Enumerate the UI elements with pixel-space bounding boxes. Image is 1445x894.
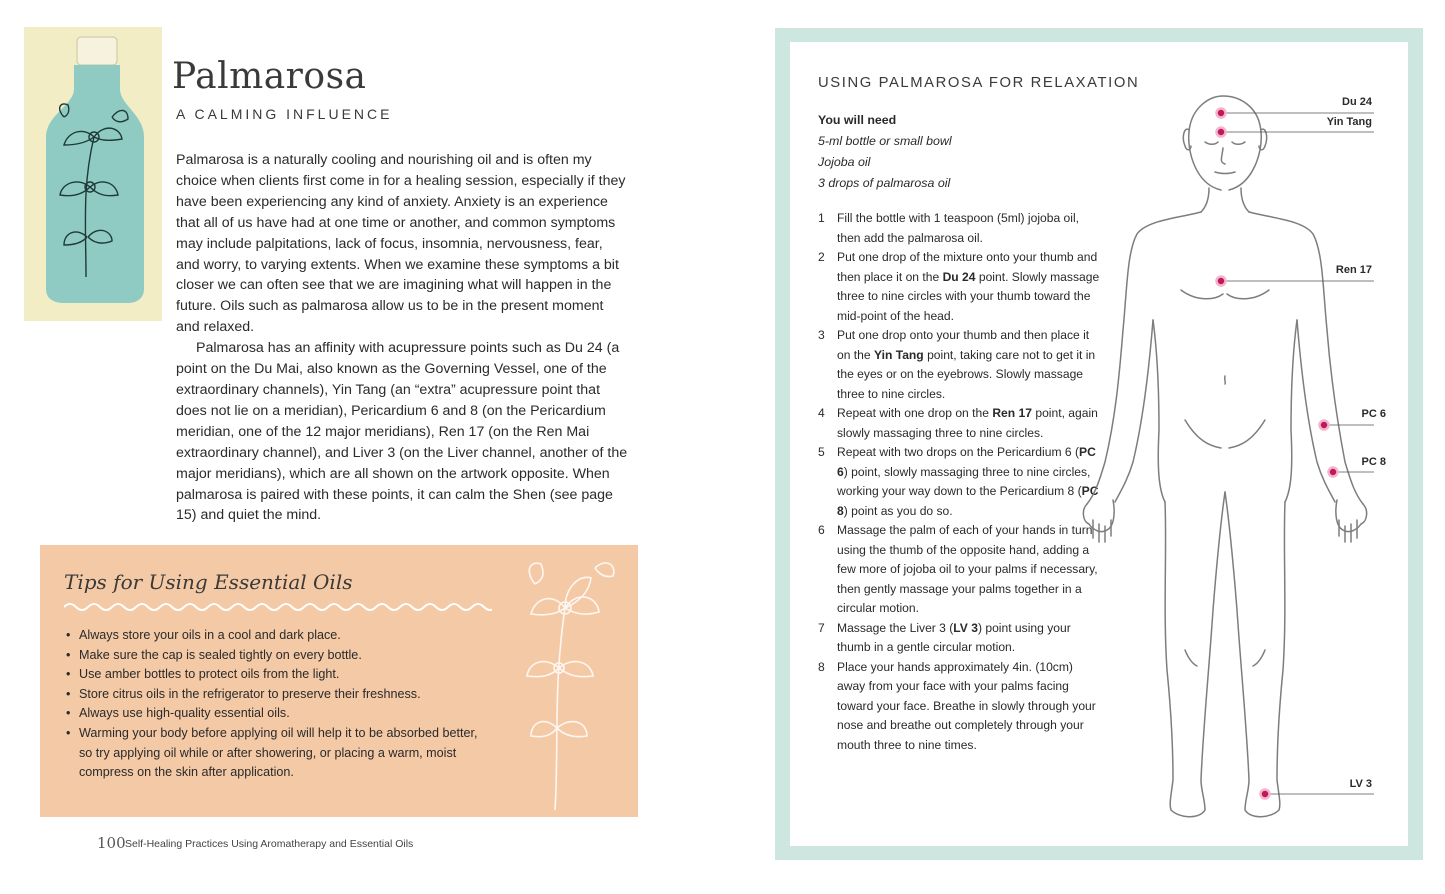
step-item (818, 658, 1100, 756)
step-item (818, 404, 1100, 443)
step-item (818, 521, 1100, 619)
step-text: Massage the Liver 3 ( (837, 620, 954, 635)
step-item (818, 209, 1100, 248)
step-text: point, taking care not to get it in the eyes or on the eyebrows. Slowly massage three to nine circles. (837, 347, 1096, 401)
flower-outline-illustration (495, 548, 635, 816)
step-text: Repeat with two drops on the Pericardium 6 ( (837, 445, 1079, 459)
step-number: 6 (818, 523, 825, 537)
you-will-need (818, 110, 952, 194)
need-item: 5-ml bottle or small bowl (818, 134, 952, 148)
you-will-need-label: You will need (818, 113, 897, 127)
tip-item: • Warming your body before applying oil will help it to be absorbed better, so try applying oil while or after showering, or placing a warm, moist compress on the skin after application. (64, 724, 494, 783)
step-text: Repeat with one drop on the (837, 406, 993, 420)
step-number: 8 (818, 659, 825, 674)
step-text: point, again slowly massaging three to nine circles. (837, 406, 1098, 440)
point-reference: LV 3 (953, 620, 978, 635)
step-item (818, 443, 1100, 521)
step-number: 4 (818, 406, 825, 420)
wave-divider (64, 600, 492, 614)
step-text: Massage the palm of each of your hands in turn using the thumb of the opposite hand, adding a few more of jojoba oil to your palms if necessary, then gently massage your palms together in a circular motion. (837, 523, 1098, 615)
step-item (818, 619, 1100, 658)
step-number: 2 (818, 250, 825, 264)
label-pc6: PC 6 (1361, 408, 1386, 420)
point-reference: PC 6 (837, 445, 1096, 479)
step-text: Place your hands approximately 4in. (10cm) away from your face with your palms facing toward your face. Breathe in slowly through your nose and breathe out completely through your mouth three to nine times. (837, 659, 1096, 752)
step-text: Put one drop onto your thumb and then place it on the (837, 328, 1090, 362)
step-text: ) point as you do so. (843, 503, 953, 518)
step-item (818, 326, 1100, 404)
point-reference: Ren 17 (992, 406, 1032, 420)
step-number: 7 (818, 620, 825, 635)
point-yin-tang (1217, 128, 1226, 137)
step-number: 5 (818, 445, 825, 459)
point-du24 (1217, 109, 1226, 118)
tips-title: Tips for Using Essential Oils (64, 570, 353, 594)
label-lv3: LV 3 (1349, 778, 1372, 790)
step-text: ) point, slowly massaging three to nine circles, working your way down to the Pericardium 8 ( (837, 464, 1091, 498)
label-ren17: Ren 17 (1335, 264, 1372, 276)
steps-list (818, 209, 1100, 755)
point-lv3 (1261, 790, 1270, 799)
page-number: 100 (97, 834, 126, 852)
body-text (176, 150, 628, 526)
step-number: 1 (818, 211, 825, 225)
paragraph-2: Palmarosa has an affinity with acupressure points such as Du 24 (a point on the Du Mai, also known as the Governing Vessel, one of the extraordinary channels), Yin Tang (an “extra” acupressure point that does not lie on a meridian), Pericardium 6 and 8 (on the Pericardium meridian, one of the 12 major meridians), Ren 17 (on the Ren Mai extraordinary channel), and Liver 3 (on the Liver channel, another of the major meridians), which are all shown on the artwork opposite. When palmarosa is paired with these points, it can calm the Shen (see page 15) and quiet the mind. (176, 340, 628, 524)
running-head: Self-Healing Practices Using Aromatherapy and Essential Oils (125, 838, 414, 850)
label-du24: Du 24 (1342, 96, 1372, 108)
page-subtitle: A CALMING INFLUENCE (176, 106, 393, 122)
tip-item: • Use amber bottles to protect oils from the light. (64, 665, 494, 685)
step-text: Fill the bottle with 1 teaspoon (5ml) jojoba oil, then add the palmarosa oil. (837, 211, 1079, 245)
point-pc8 (1329, 468, 1338, 477)
tip-item: • Make sure the cap is sealed tightly on every bottle. (64, 646, 494, 666)
bottle-illustration-panel (24, 27, 162, 321)
step-text: point. Slowly massage three to nine circles with your thumb toward the mid-point of the head. (837, 269, 1100, 323)
paragraph-1: Palmarosa is a naturally cooling and nourishing oil and is often my choice when clients first come in for a healing session, especially if they have been experiencing any kind of anxiety. Anxiety is an experience that all of us have had at one time or another, and common symptoms may include palpitations, lack of focus, insomnia, nervousness, fear, and worry, to varying extents. When we examine these symptoms a bit closer we can often see that we are imagining what will happen in the future. Oils such as palmarosa allow us to be in the present moment and relaxed. (176, 152, 626, 336)
point-ren17 (1217, 277, 1226, 286)
step-text: Put one drop of the mixture onto your thumb and then place it on the (837, 250, 1098, 284)
point-reference: PC 8 (837, 484, 1099, 518)
tip-item: • Always store your oils in a cool and dark place. (64, 626, 494, 646)
tip-item: • Always use high-quality essential oils. (64, 704, 494, 724)
point-reference: Du 24 (942, 269, 976, 284)
need-item: 3 drops of palmarosa oil (818, 176, 951, 190)
label-pc8: PC 8 (1361, 456, 1386, 468)
page-title: Palmarosa (172, 56, 367, 97)
bottle-illustration (24, 27, 162, 321)
tip-item: • Store citrus oils in the refrigerator to preserve their freshness. (64, 685, 494, 705)
point-pc6 (1320, 421, 1329, 430)
label-yin-tang: Yin Tang (1326, 116, 1372, 128)
section-heading: USING PALMAROSA FOR RELAXATION (818, 75, 1140, 91)
tips-list (64, 626, 494, 783)
step-item (818, 248, 1100, 326)
step-text: ) point using your thumb in a gentle circular motion. (837, 620, 1071, 654)
point-reference: Yin Tang (873, 347, 924, 362)
need-item: Jojoba oil (818, 155, 871, 169)
step-number: 3 (818, 328, 825, 342)
